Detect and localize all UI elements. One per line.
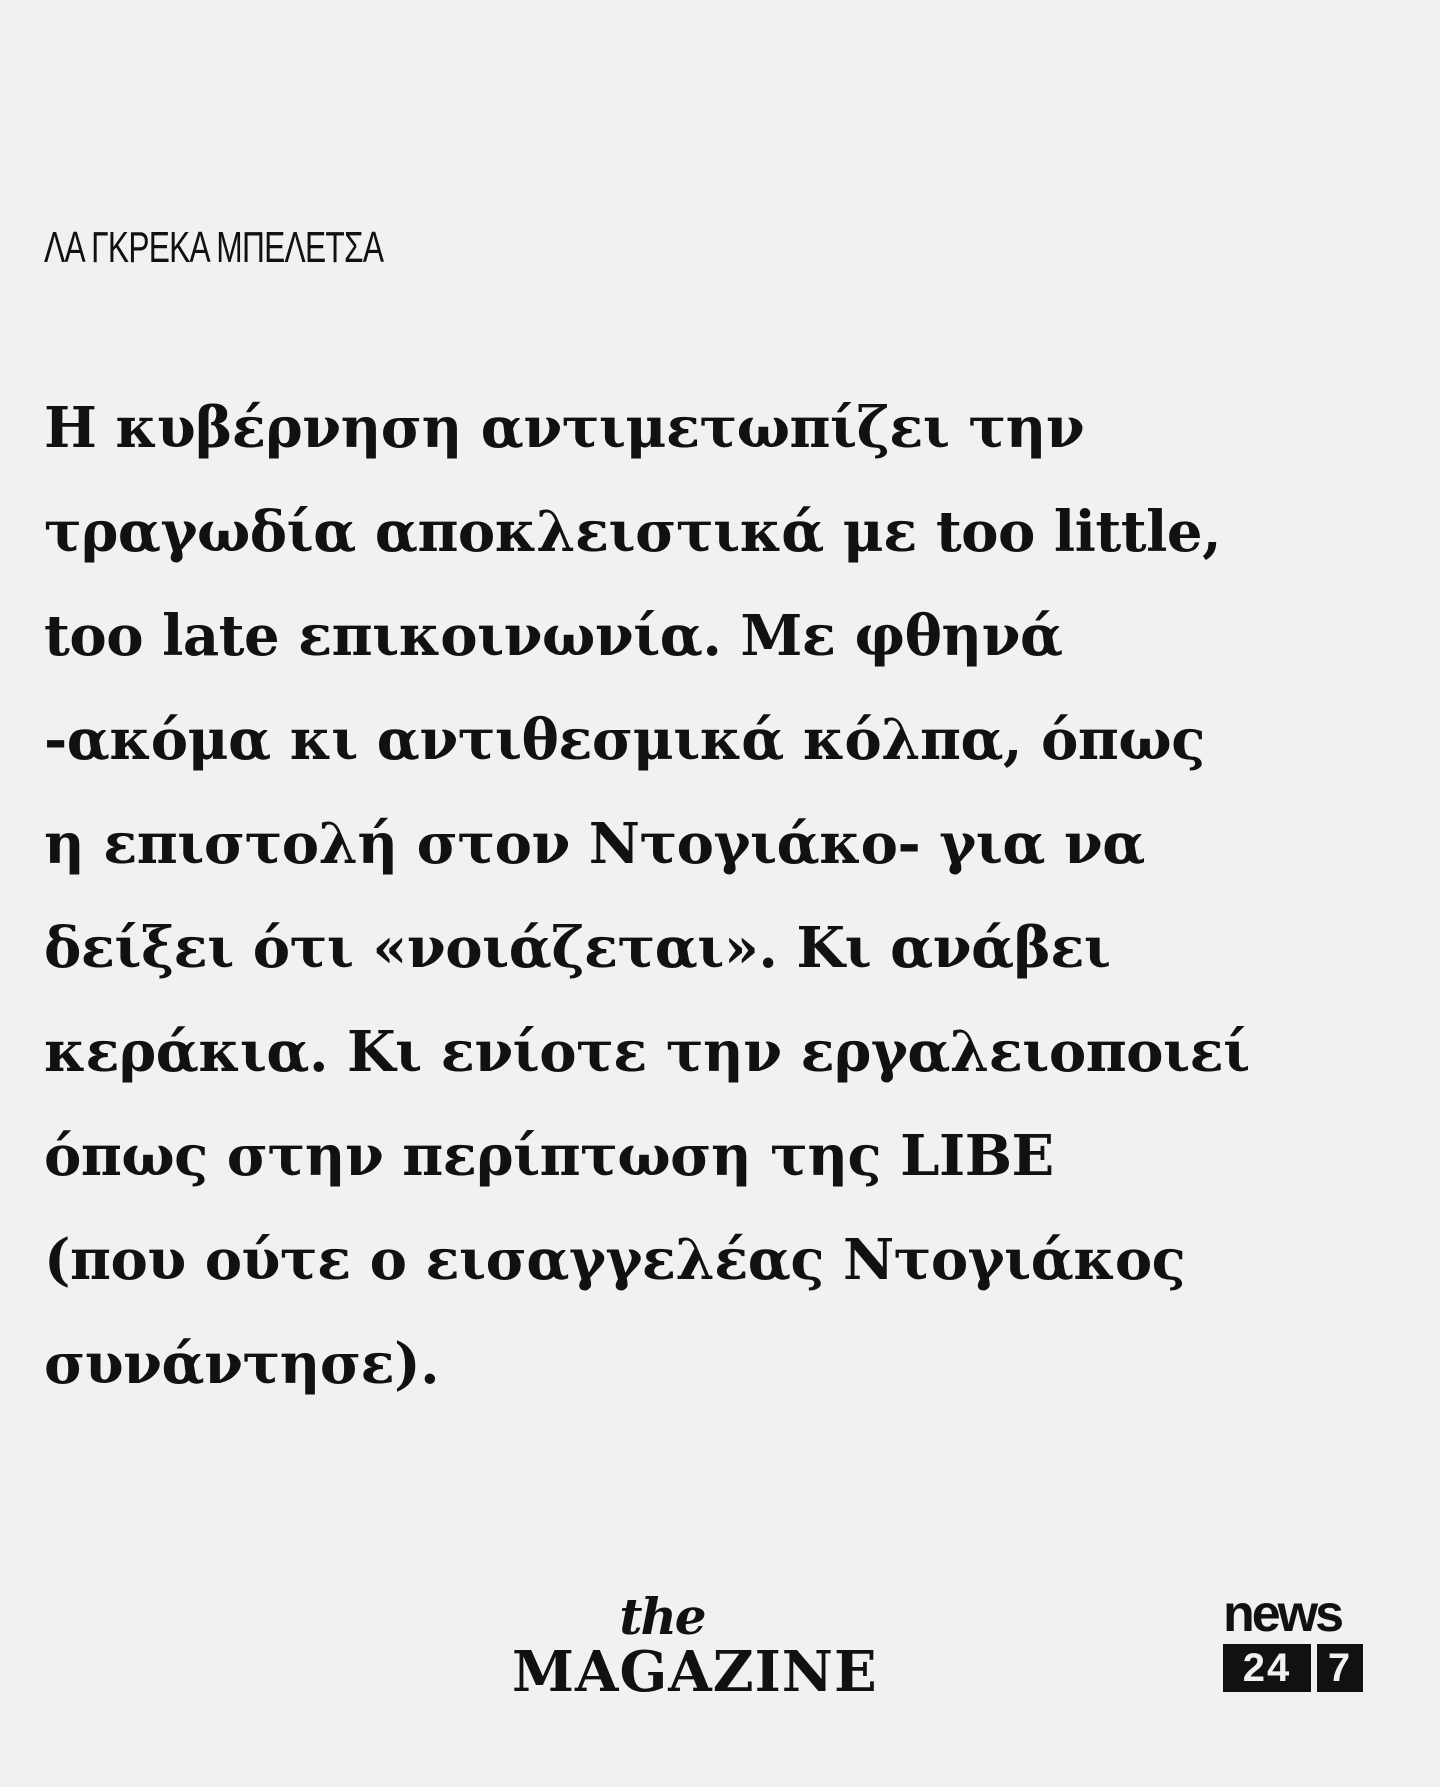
quote-text — [44, 376, 1440, 1416]
news-logo-24: 24 — [1223, 1644, 1311, 1692]
author-name: ΛΑ ΓΚΡΕΚΑ ΜΠΕΛΕΤΣΑ — [44, 223, 384, 272]
news247-logo — [1223, 1585, 1368, 1692]
quote-line: όπως στην περίπτωση της LIBE — [44, 1123, 1054, 1189]
the-magazine-logo — [512, 1587, 932, 1705]
quote-line: (που ούτε ο εισαγγελέας Ντογιάκος — [44, 1227, 1186, 1293]
quote-line: Η κυβέρνηση αντιμετωπίζει την — [44, 395, 1085, 461]
quote-line: τραγωδία αποκλειστικά με too little, — [44, 499, 1222, 565]
quote-line: συνάντησε). — [44, 1331, 440, 1397]
news-logo-7: 7 — [1317, 1644, 1363, 1692]
news-logo-word: news — [1223, 1585, 1342, 1643]
quote-line: -ακόμα κι αντιθεσμικά κόλπα, όπως — [44, 707, 1205, 773]
magazine-logo-name: MAGAZINE — [512, 1639, 878, 1705]
quote-line: η επιστολή στον Ντογιάκο- για να — [44, 811, 1145, 877]
quote-line: too late επικοινωνία. Με φθηνά — [44, 603, 1063, 669]
magazine-logo-the: the — [619, 1587, 705, 1646]
quote-line: κεράκια. Κι ενίοτε την εργαλειοποιεί — [44, 1019, 1250, 1085]
news-logo-number-boxes — [1223, 1644, 1368, 1692]
quote-line: δείξει ότι «νοιάζεται». Κι ανάβει — [44, 915, 1111, 981]
